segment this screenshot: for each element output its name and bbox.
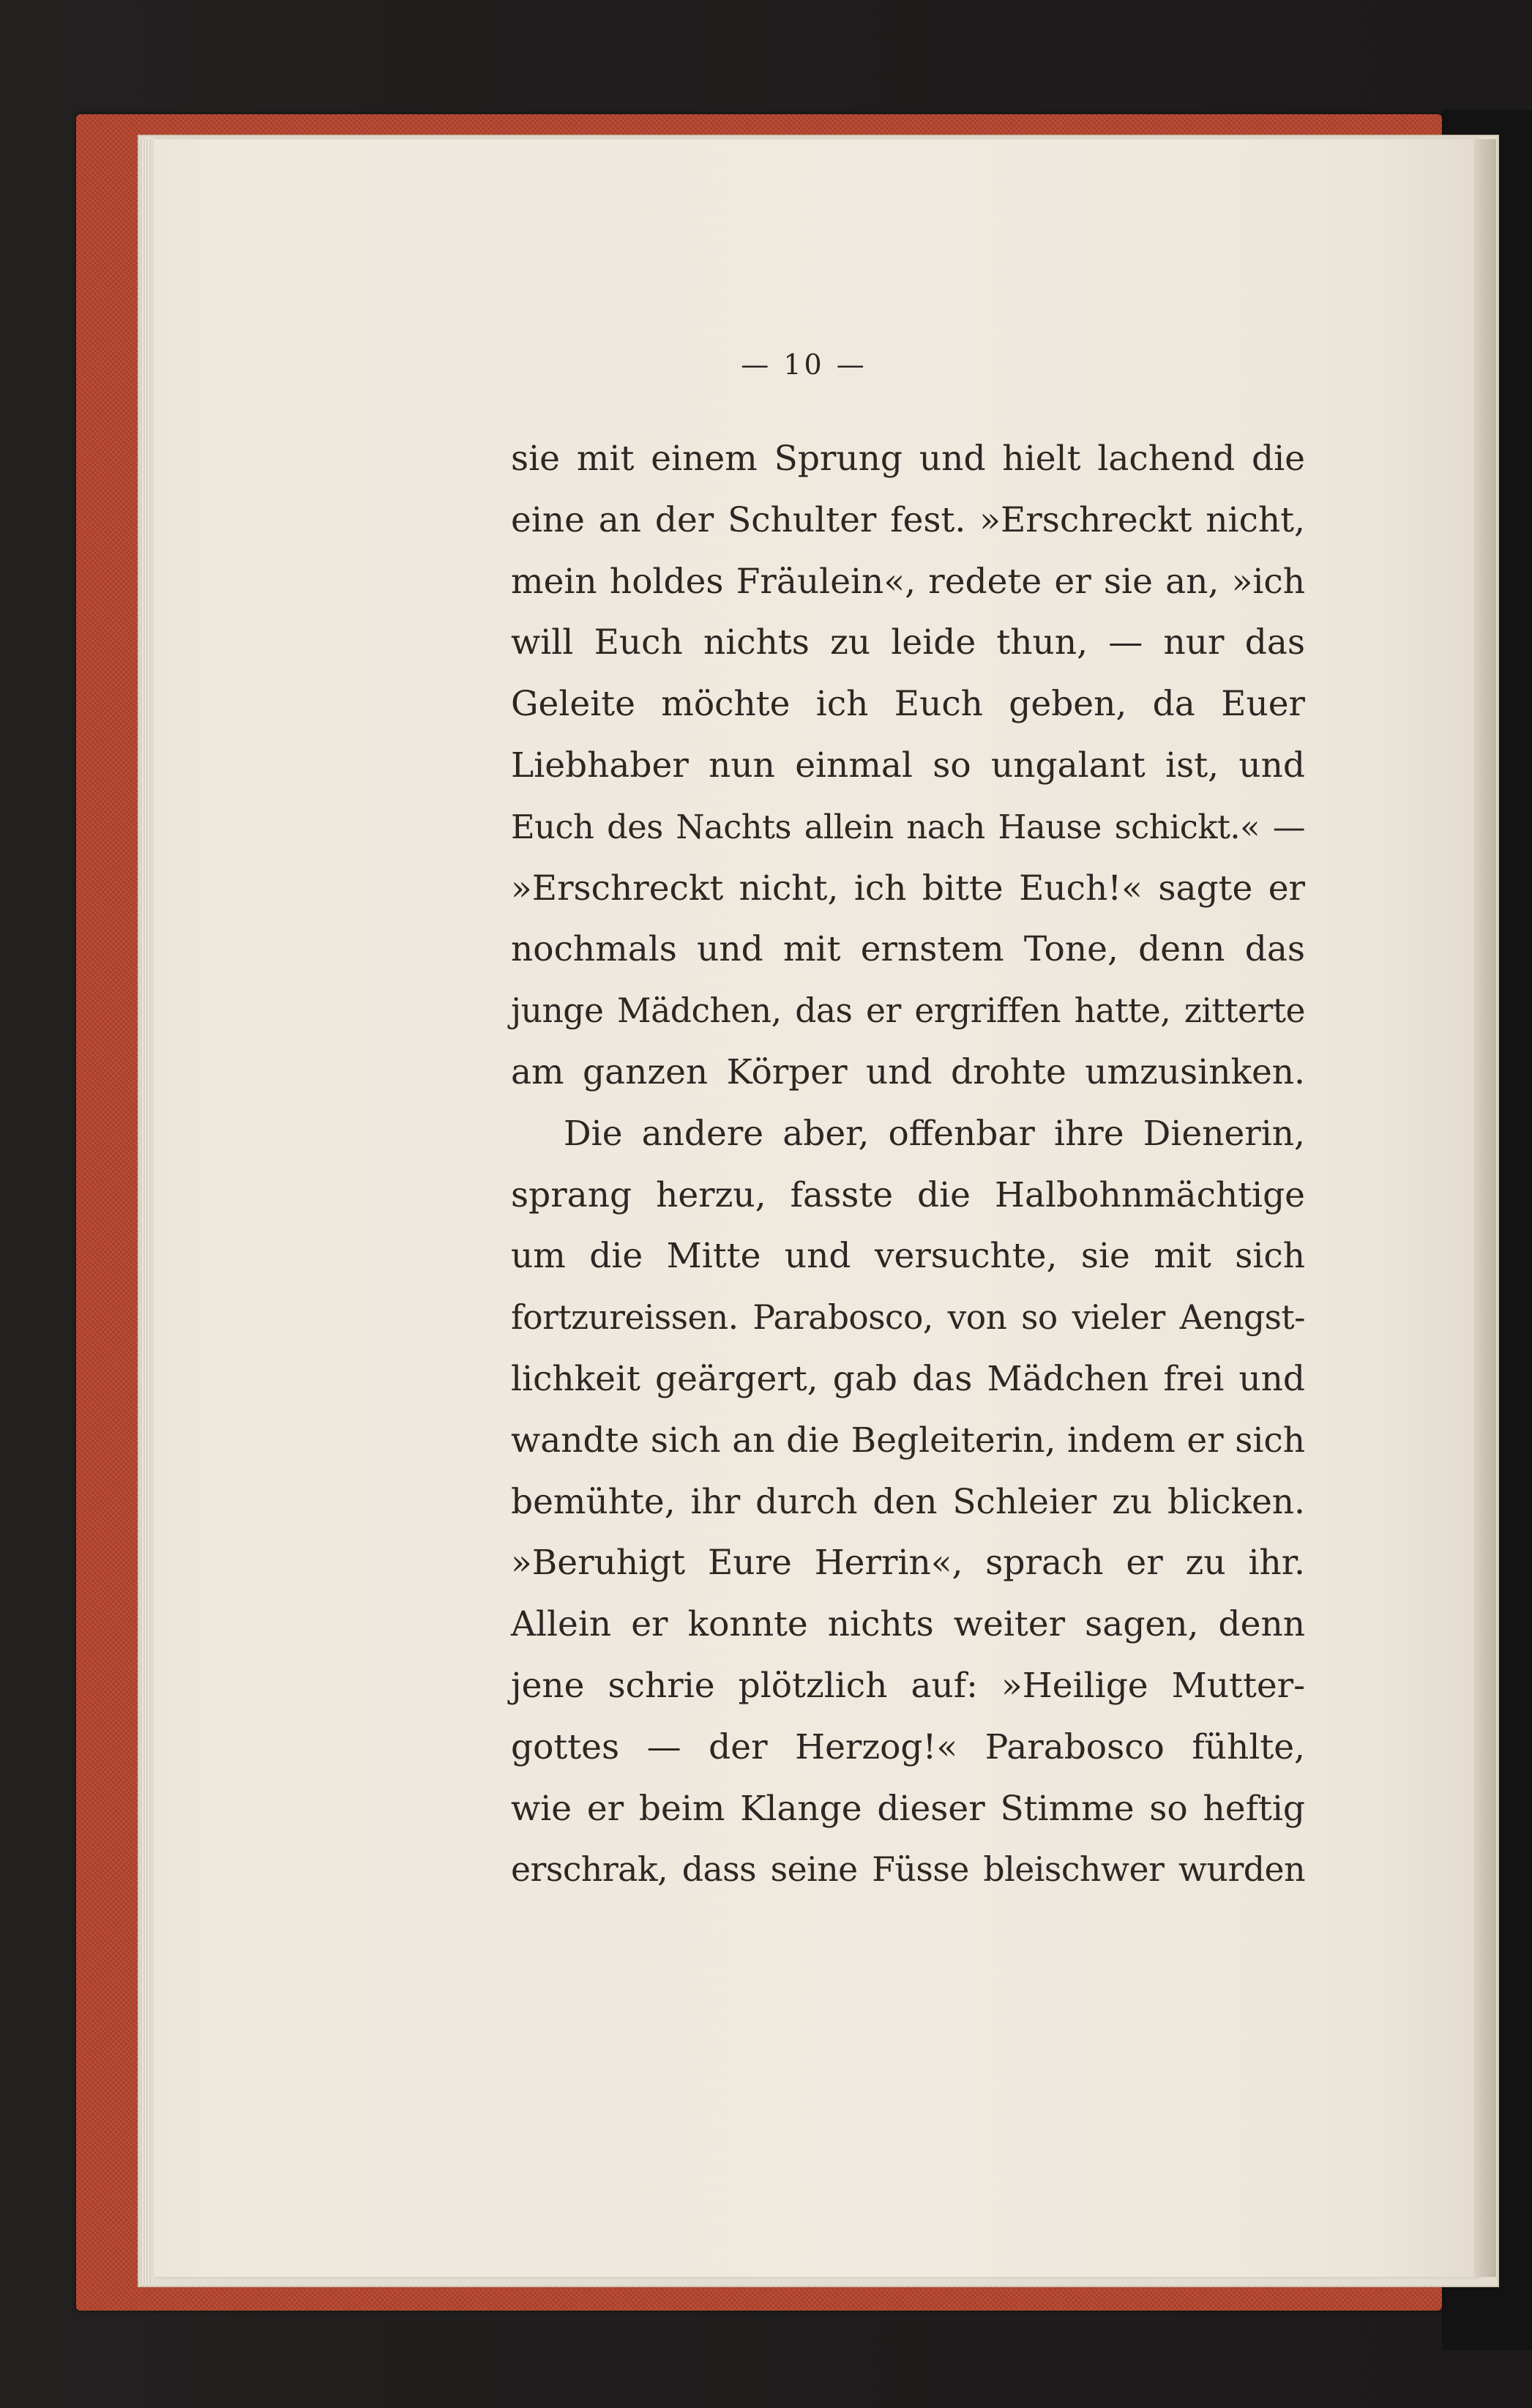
text-line: mein holdes Fräulein«, redete er sie an, »ich bbox=[511, 561, 1305, 602]
text-line: nochmals und mit ernstem Tone, denn das bbox=[511, 929, 1305, 970]
text-line: Euch des Nachts allein nach Hause schickt.« — bbox=[511, 807, 1305, 846]
text-line: fortzureissen. Parabosco, von so vieler Aengst- bbox=[511, 1298, 1305, 1338]
text-line: »Beruhigt Eure Herrin«, sprach er zu ihr. bbox=[511, 1543, 1305, 1584]
text-line: sprang herzu, fasste die Halbohnmächtige bbox=[511, 1174, 1305, 1215]
text-line: um die Mitte und versuchte, sie mit sich bbox=[511, 1236, 1305, 1277]
text-line: sie mit einem Sprung und hielt lachend die bbox=[511, 439, 1305, 479]
text-line: Geleite möchte ich Euch geben, da Euer bbox=[511, 684, 1305, 725]
text-line: eine an der Schulter fest. »Erschreckt nicht, bbox=[511, 499, 1305, 540]
page-number-text: — 10 — bbox=[741, 348, 867, 381]
page-gutter bbox=[1474, 139, 1496, 2277]
text-line: junge Mädchen, das er ergriffen hatte, zitterte bbox=[511, 991, 1305, 1031]
text-line: Allein er konnte nichts weiter sagen, denn bbox=[511, 1604, 1305, 1645]
text-line: erschrak, dass seine Füsse bleischwer wurden bbox=[511, 1850, 1305, 1890]
text-line-paragraph-start: Die andere aber, offenbar ihre Dienerin, bbox=[564, 1113, 1305, 1154]
text-line: »Erschreckt nicht, ich bitte Euch!« sagte er bbox=[511, 868, 1305, 909]
text-line: Liebhaber nun einmal so ungalant ist, und bbox=[511, 745, 1305, 786]
text-line: gottes — der Herzog!« Parabosco fühlte, bbox=[511, 1726, 1305, 1767]
text-line: jene schrie plötzlich auf: »Heilige Mutter- bbox=[511, 1665, 1305, 1706]
text-line: will Euch nichts zu leide thun, — nur das bbox=[511, 622, 1305, 663]
text-line: am ganzen Körper und drohte umzusinken. bbox=[511, 1051, 1305, 1092]
text-line: wandte sich an die Begleiterin, indem er sich bbox=[511, 1420, 1305, 1461]
body-text bbox=[511, 428, 1305, 1901]
text-line: lichkeit geärgert, gab das Mädchen frei und bbox=[511, 1358, 1305, 1399]
text-line: bemühte, ihr durch den Schleier zu blicken. bbox=[511, 1481, 1305, 1522]
text-line: wie er beim Klange dieser Stimme so heftig bbox=[511, 1788, 1305, 1829]
page-number bbox=[0, 348, 1532, 381]
